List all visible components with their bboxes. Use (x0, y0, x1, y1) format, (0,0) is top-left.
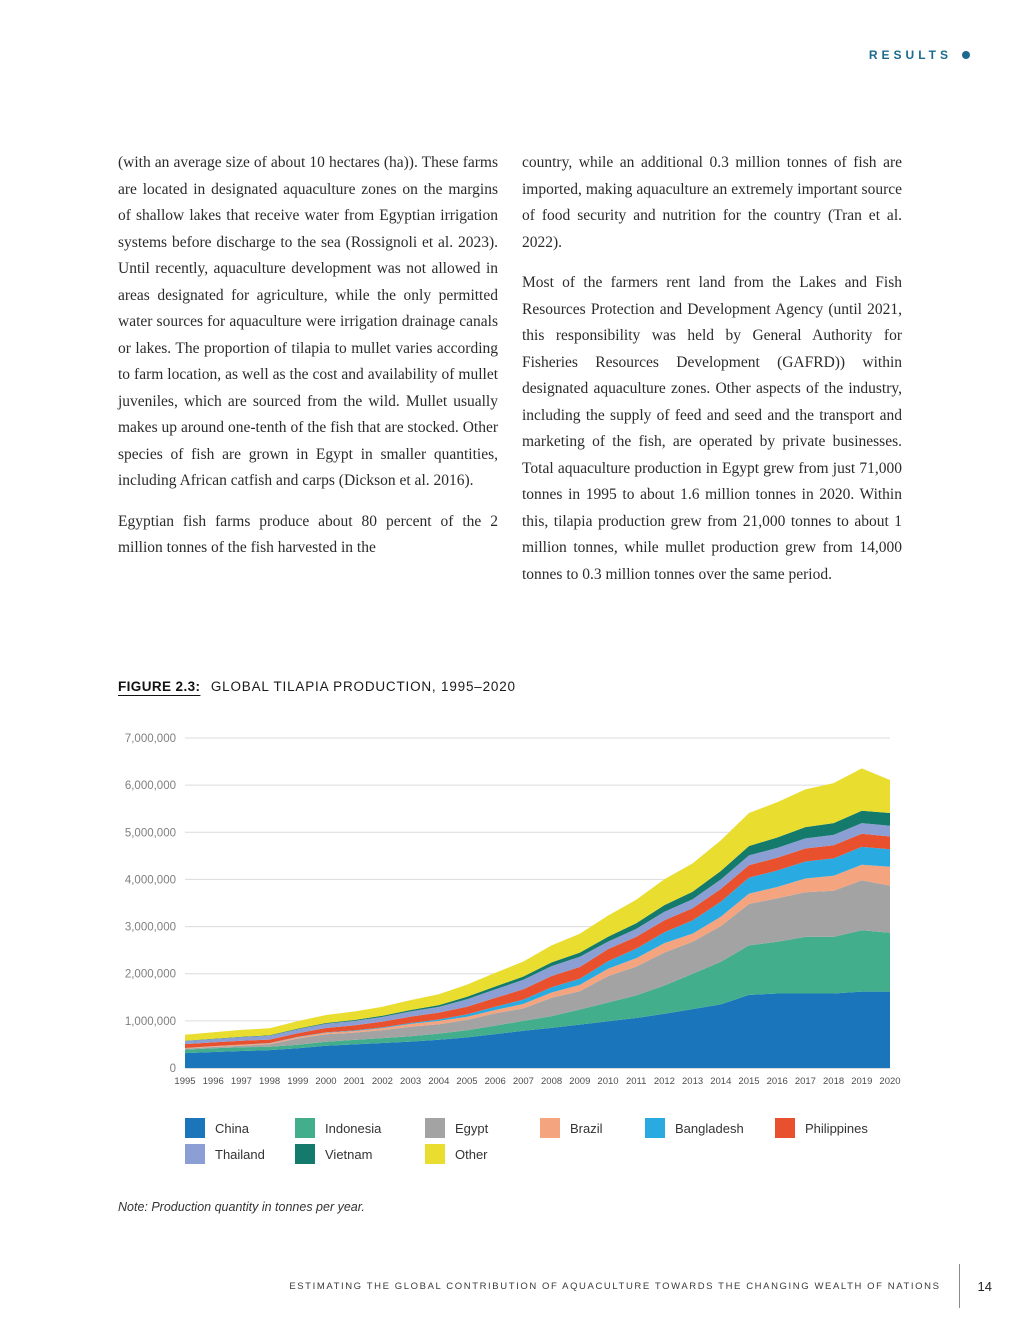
x-axis-tick: 2001 (343, 1076, 365, 1087)
x-axis-tick: 2011 (625, 1076, 647, 1087)
x-axis-tick: 2018 (823, 1076, 845, 1087)
x-axis-tick: 2009 (569, 1076, 591, 1087)
y-axis-tick: 4,000,000 (124, 874, 176, 887)
x-axis-tick: 2005 (456, 1076, 478, 1087)
x-axis-tick: 2012 (653, 1076, 675, 1087)
figure-caption (118, 678, 902, 698)
section-label: RESULTS (868, 48, 952, 62)
legend-swatch-vietnam (295, 1144, 315, 1164)
body-columns (118, 150, 902, 602)
legend-item-other (425, 1144, 540, 1164)
legend-label: China (215, 1120, 249, 1136)
section-bullet-icon (962, 51, 970, 59)
x-axis-tick: 2000 (315, 1076, 337, 1087)
x-axis-tick: 2017 (794, 1076, 816, 1087)
x-axis-tick: 2002 (371, 1076, 393, 1087)
x-axis-tick: 2006 (484, 1076, 506, 1087)
paragraph: (with an average size of about 10 hectares (ha)). These farms are located in designated aquaculture zones on the margins of shallow lakes that receive water from Egyptian irrigation systems before discharge to the sea (Rossignoli et al. 2023). Until recently, aquaculture development was not allowed in areas designated for agriculture, while the only permitted water sources for aquaculture were irrigation drainage canals or lakes. The proportion of tilapia to mullet varies according to farm location, as well as the cost and availability of mullet juveniles, which are sourced from the wild. Mullet usually makes up around one-tenth of the fish that are stocked. Other species of fish are grown in Egypt in smaller quantities, including African catfish and carps (Dickson et al. 2016). (118, 154, 498, 489)
x-axis-tick: 2015 (738, 1076, 760, 1087)
figure-2-3 (118, 678, 902, 1214)
figure-title: GLOBAL TILAPIA PRODUCTION, 1995–2020 (210, 679, 516, 694)
legend-swatch-thailand (185, 1144, 205, 1164)
legend-item-china (185, 1118, 295, 1138)
tilapia-production-chart (118, 722, 902, 1102)
figure-label: FIGURE 2.3: (118, 679, 201, 694)
legend-label: Bangladesh (675, 1120, 744, 1136)
legend-item-thailand (185, 1144, 295, 1164)
chart-legend (185, 1118, 902, 1164)
x-axis-tick: 2007 (512, 1076, 534, 1087)
legend-label: Other (455, 1146, 488, 1162)
x-axis-tick: 2003 (400, 1076, 422, 1087)
x-axis-tick: 2016 (766, 1076, 788, 1087)
x-axis-tick: 2004 (428, 1076, 450, 1087)
paragraph: country, while an additional 0.3 million tonnes of fish are imported, making aquaculture an extremely important source of food security and nutrition for the country (Tran et al. 2022). (522, 154, 902, 251)
section-header (869, 48, 970, 62)
legend-swatch-china (185, 1118, 205, 1138)
legend-swatch-bangladesh (645, 1118, 665, 1138)
legend-label: Thailand (215, 1146, 265, 1162)
y-axis-tick: 3,000,000 (124, 921, 176, 934)
legend-label: Brazil (570, 1120, 603, 1136)
page-footer (0, 1262, 992, 1310)
y-axis-tick: 5,000,000 (124, 827, 176, 840)
paragraph: Egyptian fish farms produce about 80 percent of the 2 million tonnes of the fish harvested in the (118, 512, 498, 556)
x-axis-tick: 1997 (230, 1076, 252, 1087)
legend-label: Indonesia (325, 1120, 382, 1136)
y-axis-tick: 7,000,000 (124, 733, 176, 745)
x-axis-tick: 2013 (682, 1076, 704, 1087)
x-axis-tick: 2020 (879, 1076, 901, 1087)
y-axis-tick: 0 (169, 1063, 176, 1075)
y-axis-tick: 1,000,000 (124, 1015, 176, 1028)
x-axis-tick: 1999 (287, 1076, 309, 1087)
legend-item-vietnam (295, 1144, 425, 1164)
x-axis-tick: 2010 (597, 1076, 619, 1087)
legend-swatch-egypt (425, 1118, 445, 1138)
x-axis-tick: 1998 (259, 1076, 281, 1087)
y-axis-tick: 6,000,000 (124, 780, 176, 793)
page-number: 14 (977, 1278, 992, 1294)
footer-divider (959, 1264, 960, 1308)
y-axis-tick: 2,000,000 (124, 968, 176, 981)
paragraph: Most of the farmers rent land from the Lakes and Fish Resources Protection and Development Agency (until 2021, this responsibility was held by General Authority for Fisheries Resources Development (GAFRD)) within designated aquaculture zones. Other aspects of the industry, including the supply of feed and seed and the transport and marketing of the fish, are operated by private businesses. Total aquaculture production in Egypt grew from just 71,000 tonnes in 1995 to about 1.6 million tonnes in 2020. Within this, tilapia production grew from 21,000 tonnes to about 1 million tonnes, while mullet production grew from 14,000 tonnes to 0.3 million tonnes over the same period. (522, 274, 902, 583)
x-axis-tick: 1996 (202, 1076, 224, 1087)
x-axis-tick: 1995 (174, 1076, 196, 1087)
legend-swatch-indonesia (295, 1118, 315, 1138)
legend-label: Egypt (455, 1120, 489, 1136)
legend-item-egypt (425, 1118, 540, 1138)
legend-swatch-philippines (775, 1118, 795, 1138)
x-axis-tick: 2008 (541, 1076, 563, 1087)
legend-item-philippines (775, 1118, 902, 1138)
legend-label: Philippines (805, 1120, 868, 1136)
x-axis-tick: 2019 (851, 1076, 873, 1087)
legend-item-brazil (540, 1118, 645, 1138)
legend-item-indonesia (295, 1118, 425, 1138)
legend-label: Vietnam (325, 1146, 373, 1162)
figure-note: Note: Production quantity in tonnes per year. (118, 1200, 365, 1214)
legend-item-bangladesh (645, 1118, 775, 1138)
x-axis-tick: 2014 (710, 1076, 732, 1087)
left-column (118, 150, 498, 602)
right-column (522, 150, 902, 602)
legend-swatch-brazil (540, 1118, 560, 1138)
legend-swatch-other (425, 1144, 445, 1164)
footer-title: ESTIMATING THE GLOBAL CONTRIBUTION OF AQUACULTURE TOWARDS THE CHANGING WEALTH OF NATIONS (289, 1280, 941, 1292)
chart-svg (118, 722, 902, 1102)
